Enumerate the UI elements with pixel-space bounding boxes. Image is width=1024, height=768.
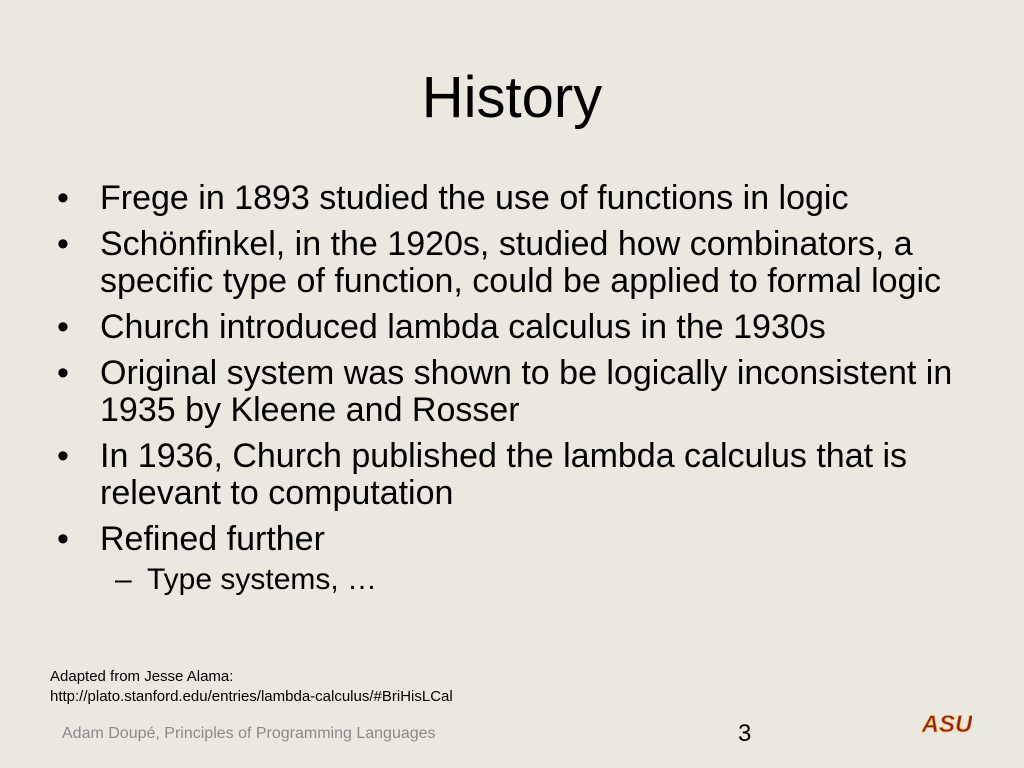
bullet-item [57, 226, 977, 300]
bullet-text: Refined further [100, 520, 325, 558]
bullet-marker: • [57, 225, 69, 263]
bullet-item [57, 309, 977, 346]
slide-title: History [421, 65, 603, 130]
sub-bullet-text: Type systems, … [147, 563, 378, 596]
bullet-text: Church introduced lambda calculus in the 1930s [100, 308, 826, 346]
bullet-list [57, 180, 977, 597]
bullet-item [57, 521, 977, 558]
bullet-text: Frege in 1893 studied the use of functions in logic [100, 179, 849, 217]
bullet-marker: • [57, 308, 69, 346]
sub-bullet-marker: – [115, 563, 132, 596]
bullet-marker: • [57, 520, 69, 558]
bullet-item [57, 438, 977, 512]
sub-bullet-item [57, 563, 977, 597]
bullet-item [57, 355, 977, 429]
bullet-text: Original system was shown to be logically inconsistent in 1935 by Kleene and Rosser [100, 354, 953, 429]
bullet-marker: • [57, 437, 69, 475]
asu-logo-icon [922, 710, 972, 736]
logo-text: ASU [922, 711, 972, 736]
bullet-marker: • [57, 354, 69, 392]
bullet-text: Schönfinkel, in the 1920s, studied how combinators, a specific type of function, could be applied to formal logic [100, 225, 942, 300]
bullet-text: In 1936, Church published the lambda calculus that is relevant to computation [100, 437, 908, 512]
credit-url: http://plato.stanford.edu/entries/lambda-calculus/#BriHisLCal [50, 688, 453, 705]
credit-line: Adapted from Jesse Alama: [50, 668, 234, 685]
page-number: 3 [738, 720, 752, 747]
footer-text: Adam Doupé, Principles of Programming Languages [62, 725, 436, 742]
source-credit [50, 667, 453, 707]
bullet-item [57, 180, 977, 217]
bullet-marker: • [57, 179, 69, 217]
